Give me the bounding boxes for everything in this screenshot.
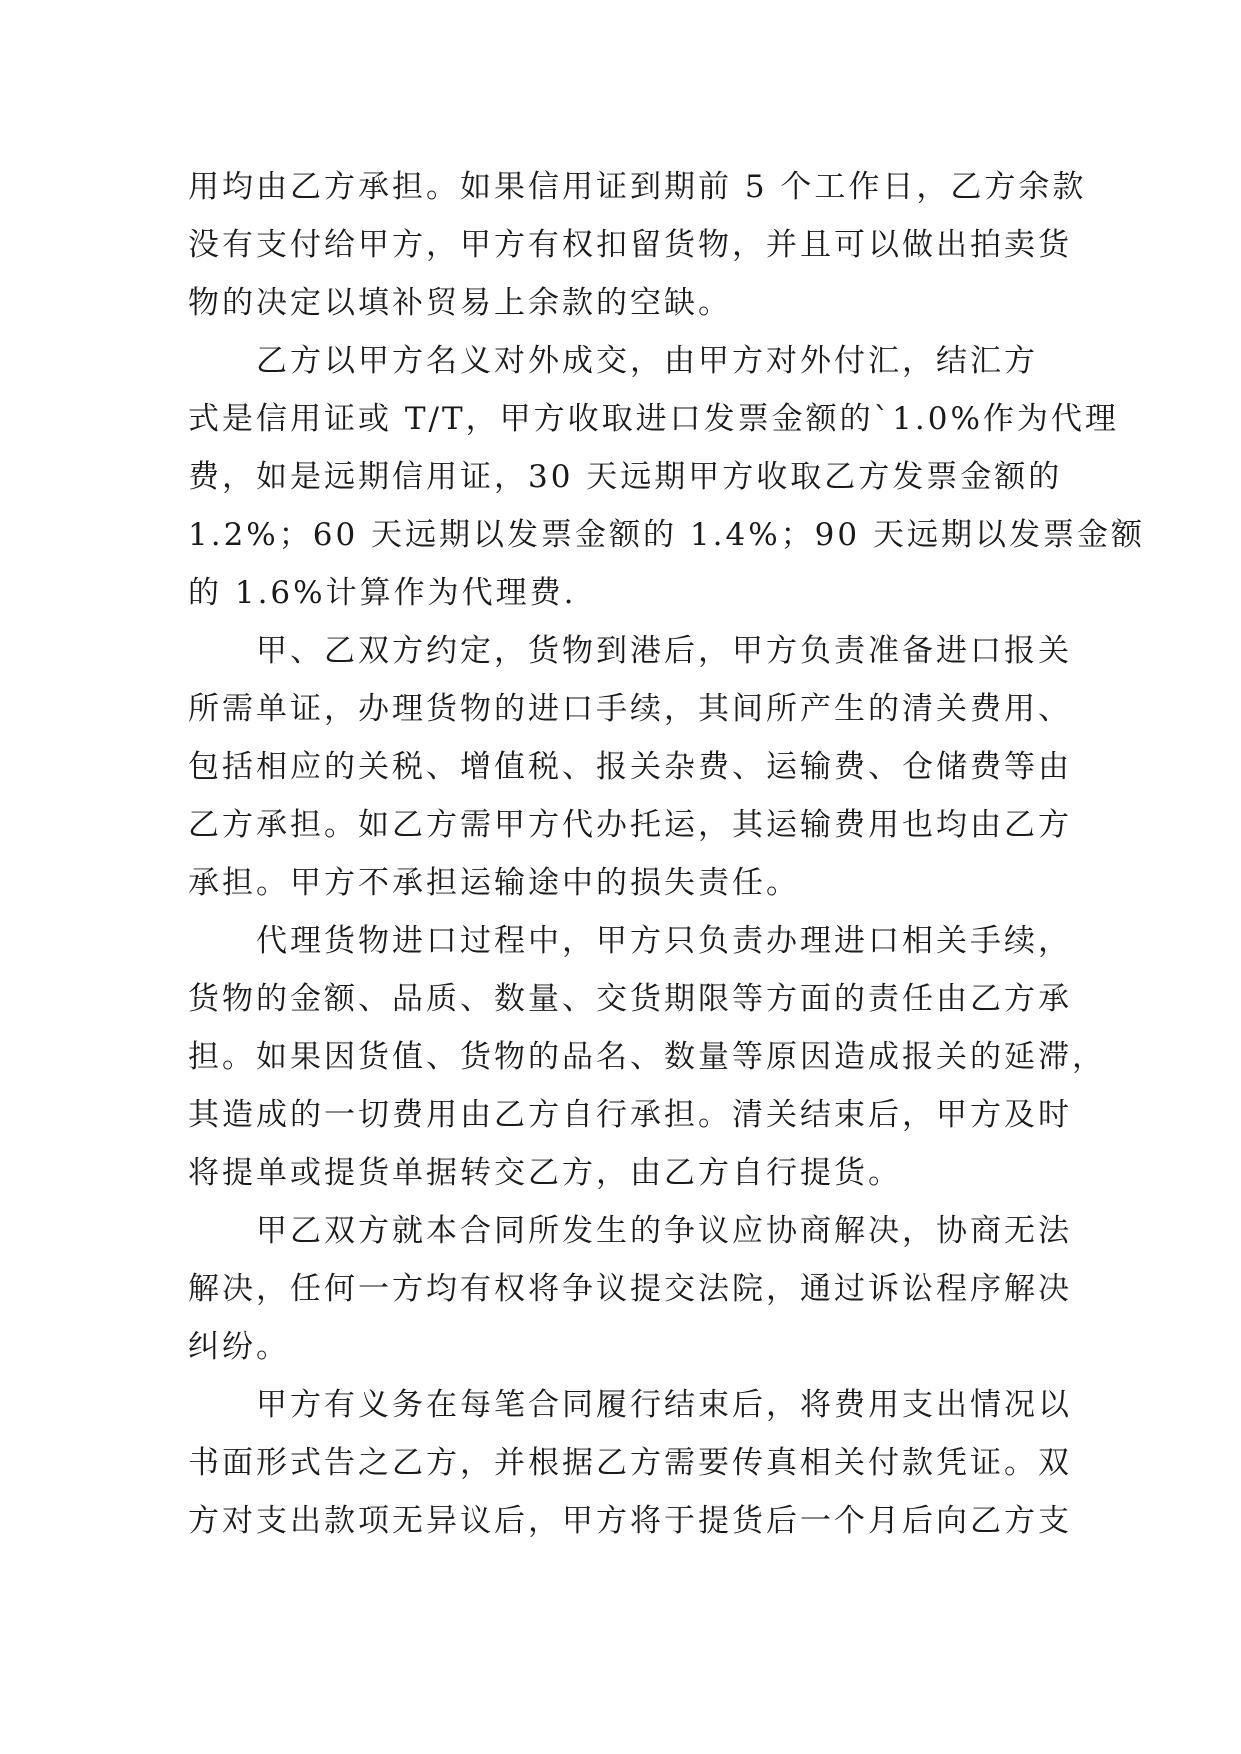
text-line: 甲、乙双方约定，货物到港后，甲方负责准备进口报关 <box>256 633 1072 669</box>
text-line: 纠纷。 <box>188 1329 290 1365</box>
text-line: 乙方承担。如乙方需甲方代办托运，其运输费用也均由乙方 <box>188 807 1072 843</box>
text-line: 式是信用证或 T/T，甲方收取进口发票金额的`1.0%作为代理 <box>188 401 1119 437</box>
paragraph-expense-report <box>188 1376 1072 1550</box>
text-line: 费，如是远期信用证，30 天远期甲方收取乙方发票金额的 <box>188 459 1063 495</box>
text-line: 所需单证，办理货物的进口手续，其间所产生的清关费用、 <box>188 691 1072 727</box>
paragraph-dispute-resolution <box>188 1202 1072 1376</box>
text-line: 书面形式告之乙方，并根据乙方需要传真相关付款凭证。双 <box>188 1445 1072 1481</box>
text-line: 甲方有义务在每笔合同履行结束后，将费用支出情况以 <box>256 1387 1072 1423</box>
paragraph-customs-clearance <box>188 622 1072 912</box>
text-line: 没有支付给甲方，甲方有权扣留货物，并且可以做出拍卖货 <box>188 227 1072 263</box>
text-line: 方对支出款项无异议后，甲方将于提货后一个月后向乙方支 <box>188 1503 1072 1539</box>
text-line: 其造成的一切费用由乙方自行承担。清关结束后，甲方及时 <box>188 1097 1072 1133</box>
paragraph-agency-fee <box>188 332 1145 622</box>
text-line: 货物的金额、品质、数量、交货期限等方面的责任由乙方承 <box>188 981 1072 1017</box>
text-line: 承担。甲方不承担运输途中的损失责任。 <box>188 865 800 901</box>
text-line: 的 1.6%计算作为代理费. <box>188 575 577 611</box>
text-line: 1.2%；60 天远期以发票金额的 1.4%；90 天远期以发票金额 <box>188 517 1145 553</box>
text-line: 乙方以甲方名义对外成交，由甲方对外付汇，结汇方 <box>256 343 1038 379</box>
paragraph-payment-default <box>188 158 1087 332</box>
text-line: 代理货物进口过程中，甲方只负责办理进口相关手续， <box>256 923 1072 959</box>
text-line: 解决，任何一方均有权将争议提交法院，通过诉讼程序解决 <box>188 1271 1072 1307</box>
paragraph-responsibility <box>188 912 1106 1202</box>
text-line: 担。如果因货值、货物的品名、数量等原因造成报关的延滞， <box>188 1039 1106 1075</box>
text-line: 包括相应的关税、增值税、报关杂费、运输费、仓储费等由 <box>188 749 1072 785</box>
text-line: 甲乙双方就本合同所发生的争议应协商解决，协商无法 <box>256 1213 1072 1249</box>
document-body <box>188 158 1145 1550</box>
text-line: 物的决定以填补贸易上余款的空缺。 <box>188 285 732 321</box>
text-line: 用均由乙方承担。如果信用证到期前 5 个工作日，乙方余款 <box>188 169 1087 205</box>
text-line: 将提单或提货单据转交乙方，由乙方自行提货。 <box>188 1155 902 1191</box>
